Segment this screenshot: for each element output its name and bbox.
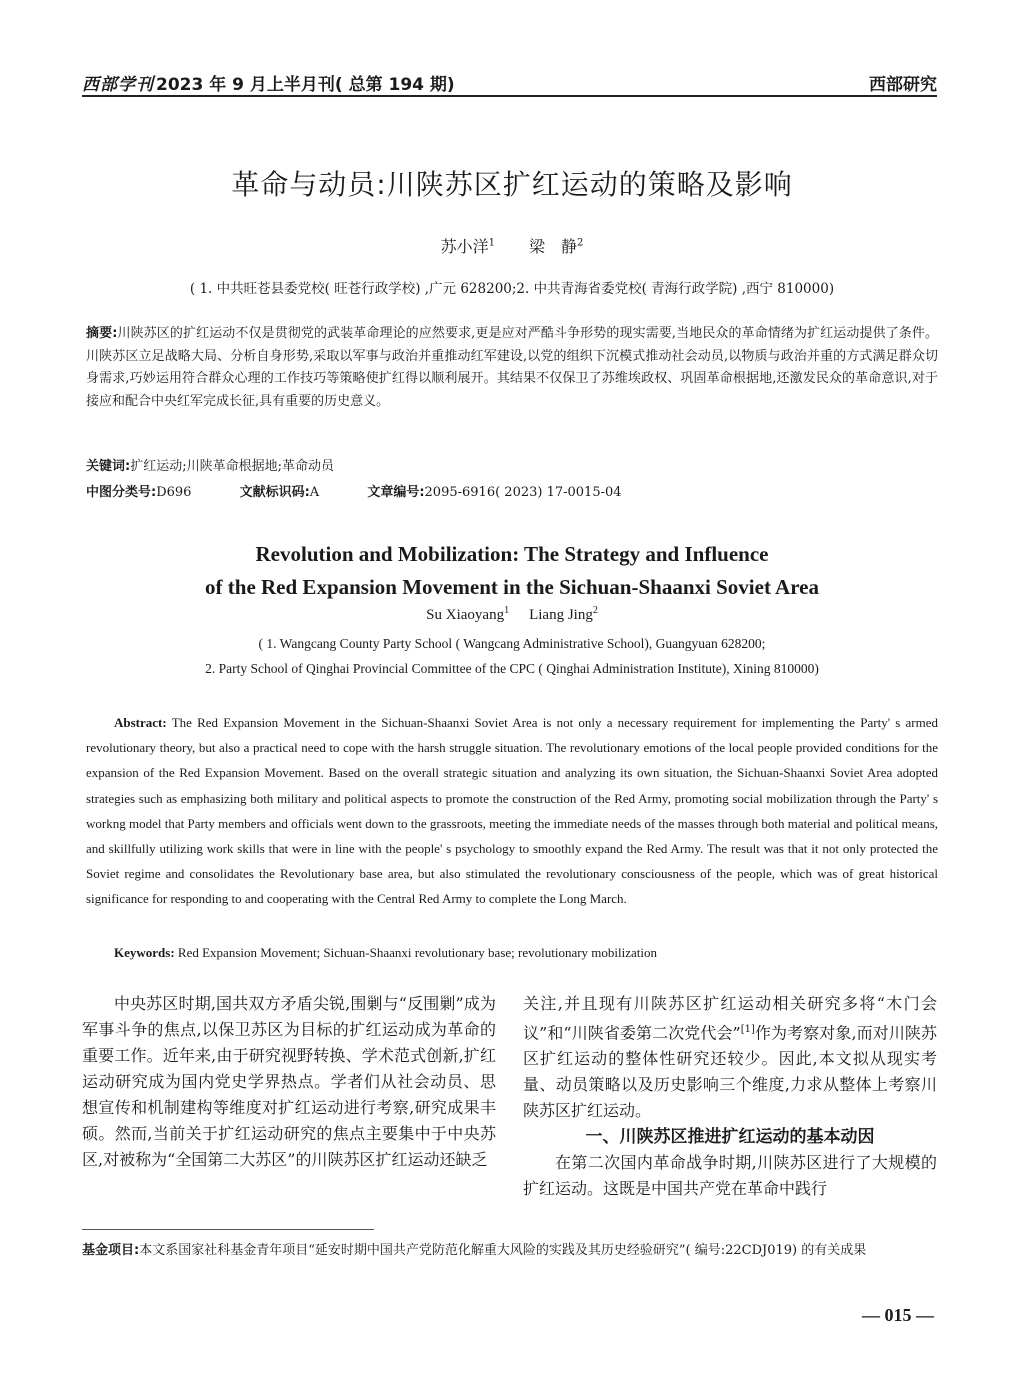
- cn-author-2-sup: 2: [577, 237, 584, 249]
- header-rule: [82, 95, 937, 97]
- fund-label: 基金项目:: [82, 1243, 140, 1258]
- cn-author-1-sup: 1: [488, 237, 495, 249]
- fund-text: 本文系国家社科基金青年项目“延安时期中国共产党防范化解重大风险的实践及其历史经验研究”( 编号:22CDJ019) 的有关成果: [139, 1243, 867, 1258]
- body-column-left: [82, 991, 496, 1173]
- body-text: 关注,并且现有川陕苏区扩红运动相关研究多将“木门会议”和“川陕省委第二次党代会”: [523, 994, 937, 1043]
- cn-classification: [86, 482, 938, 505]
- section-heading: 一、川陕苏区推进扩红运动的基本动因: [585, 1127, 875, 1148]
- cn-authors: [0, 234, 1024, 257]
- footnote-rule: [82, 1229, 374, 1230]
- section-name: 西部研究: [869, 75, 937, 95]
- article-no-value: 2095-6916( 2023) 17-0015-04: [424, 485, 622, 500]
- doc-code-label: 文献标识码:: [239, 485, 310, 500]
- cn-keywords-text: 扩红运动;川陕革命根据地;革命动员: [130, 459, 334, 474]
- article-no-label: 文章编号:: [367, 485, 425, 500]
- en-affiliation-1: ( 1. Wangcang County Party School ( Wangcang Administrative School), Guangyuan 628200;: [258, 636, 766, 651]
- en-affiliation-2: 2. Party School of Qinghai Provincial Committee of the CPC ( Qinghai Administration Institute), Xining 810000): [205, 661, 819, 676]
- en-authors: [0, 605, 1024, 624]
- cn-abstract: [86, 323, 938, 413]
- class-label: 中图分类号:: [86, 485, 157, 500]
- en-title-line-1: Revolution and Mobilization: The Strategy and Influence: [255, 542, 769, 566]
- cn-keywords: [86, 456, 938, 479]
- page-number: — 015 —: [862, 1305, 934, 1325]
- body-text: 作为考察对象,而对川陕苏区扩红运动的整体性研究还较少。因此,本文拟从现实考量、动员策略以及历史影响三个维度,力求从整体上考察川陕苏区扩红运动。: [523, 1023, 937, 1121]
- cn-title: 革命与动员:川陕苏区扩红运动的策略及影响: [231, 168, 793, 201]
- cn-author-2: 梁 静: [529, 237, 578, 256]
- en-abstract: [86, 710, 938, 912]
- body-paragraph: 在第二次国内革命战争时期,川陕苏区进行了大规模的扩红运动。这既是中国共产党在革命中践行: [523, 1153, 937, 1199]
- en-keywords-text: Red Expansion Movement; Sichuan-Shaanxi revolutionary base; revolutionary mobilization: [177, 945, 658, 960]
- cn-affiliation: ( 1. 中共旺苍县委党校( 旺苍行政学校) ,广元 628200;2. 中共青海省委党校( 青海行政学院) ,西宁 810000): [189, 281, 835, 297]
- doc-code-value: A: [309, 485, 320, 500]
- body-paragraph: 中央苏区时期,国共双方矛盾尖锐,围剿与“反围剿”成为军事斗争的焦点,以保卫苏区为目标的扩红运动成为革命的重要工作。近年来,由于研究视野转换、学术范式创新,扩红运动研究成为国内党史学界热点。学者们从社会动员、思想宣传和机制建构等维度对扩红运动进行考察,研究成果丰硕。然而,当前关于扩红运动研究的焦点主要集中于中央苏区,对被称为“全国第二大苏区”的川陕苏区扩红运动还缺乏: [82, 994, 496, 1169]
- issue-info: 2023 年 9 月上半月刊( 总第 194 期): [156, 75, 455, 95]
- fund-footnote: [82, 1240, 938, 1261]
- en-abstract-text: The Red Expansion Movement in the Sichuan-Shaanxi Soviet Area is not only a necessary requirement for implementing the Party' s armed revolutionary theory, but also a practical need to cope with the harsh struggle situation. The revolutionary emotions of the local people provided conditions for the expansion of the Red Expansion Movement. Based on the overall strategic situation and analyzing its own situation, the Sichuan-Shaanxi Soviet Area adopted strategies such as emphasizing both military and political aspects to promote the construction of the Red Army, promoting social mobilization through the Party' s workng model that Party members and officials went down to the grassroots, meeting the immediate needs of the masses through both material and political means, and skillfully utilizing work skills that were in line with the people' s psychology to smoothly expand the Red Army. The result was that it not only protected the Soviet regime and consolidates the Revolutionary base area, but also stimulated the revolutionary consciousness of the people, which was of great historical significance for responding to and cooperating with the Central Red Army to complete the Long March.: [86, 715, 938, 907]
- en-author-1-sup: 1: [504, 605, 510, 616]
- citation-ref: [1]: [740, 1024, 755, 1035]
- body-column-right: [523, 991, 937, 1202]
- en-title: [0, 538, 1024, 604]
- journal-header: [82, 70, 455, 95]
- cn-keywords-label: 关键词:: [86, 459, 131, 474]
- cn-abstract-text: 川陕苏区的扩红运动不仅是贯彻党的武装革命理论的应然要求,更是应对严酷斗争形势的现实需要,当地民众的革命情绪为扩红运动提供了条件。川陕苏区立足战略大局、分析自身形势,采取以军事与政治并重推动红军建设,以党的组织下沉模式推动社会动员,以物质与政治并重的方式满足群众切身需求,巧妙运用符合群众心理的工作技巧等策略使扩红得以顺利展开。其结果不仅保卫了苏维埃政权、巩固革命根据地,还激发民众的革命意识,对于接应和配合中央红军完成长征,具有重要的历史意义。: [86, 326, 939, 409]
- journal-logo: 西部学刊: [82, 75, 154, 95]
- en-abstract-label: Abstract:: [114, 715, 167, 730]
- en-keywords: [86, 940, 938, 965]
- cn-abstract-label: 摘要:: [86, 326, 118, 341]
- en-author-2-sup: 2: [592, 605, 598, 616]
- body-paragraph: [523, 991, 937, 1124]
- en-title-line-2: of the Red Expansion Movement in the Sichuan-Shaanxi Soviet Area: [205, 575, 819, 599]
- cn-author-1: 苏小洋: [440, 237, 489, 256]
- en-author-1: Su Xiaoyang: [426, 607, 505, 623]
- en-author-2: Liang Jing: [529, 607, 593, 623]
- en-keywords-label: Keywords:: [114, 945, 175, 960]
- class-value: D696: [156, 485, 192, 500]
